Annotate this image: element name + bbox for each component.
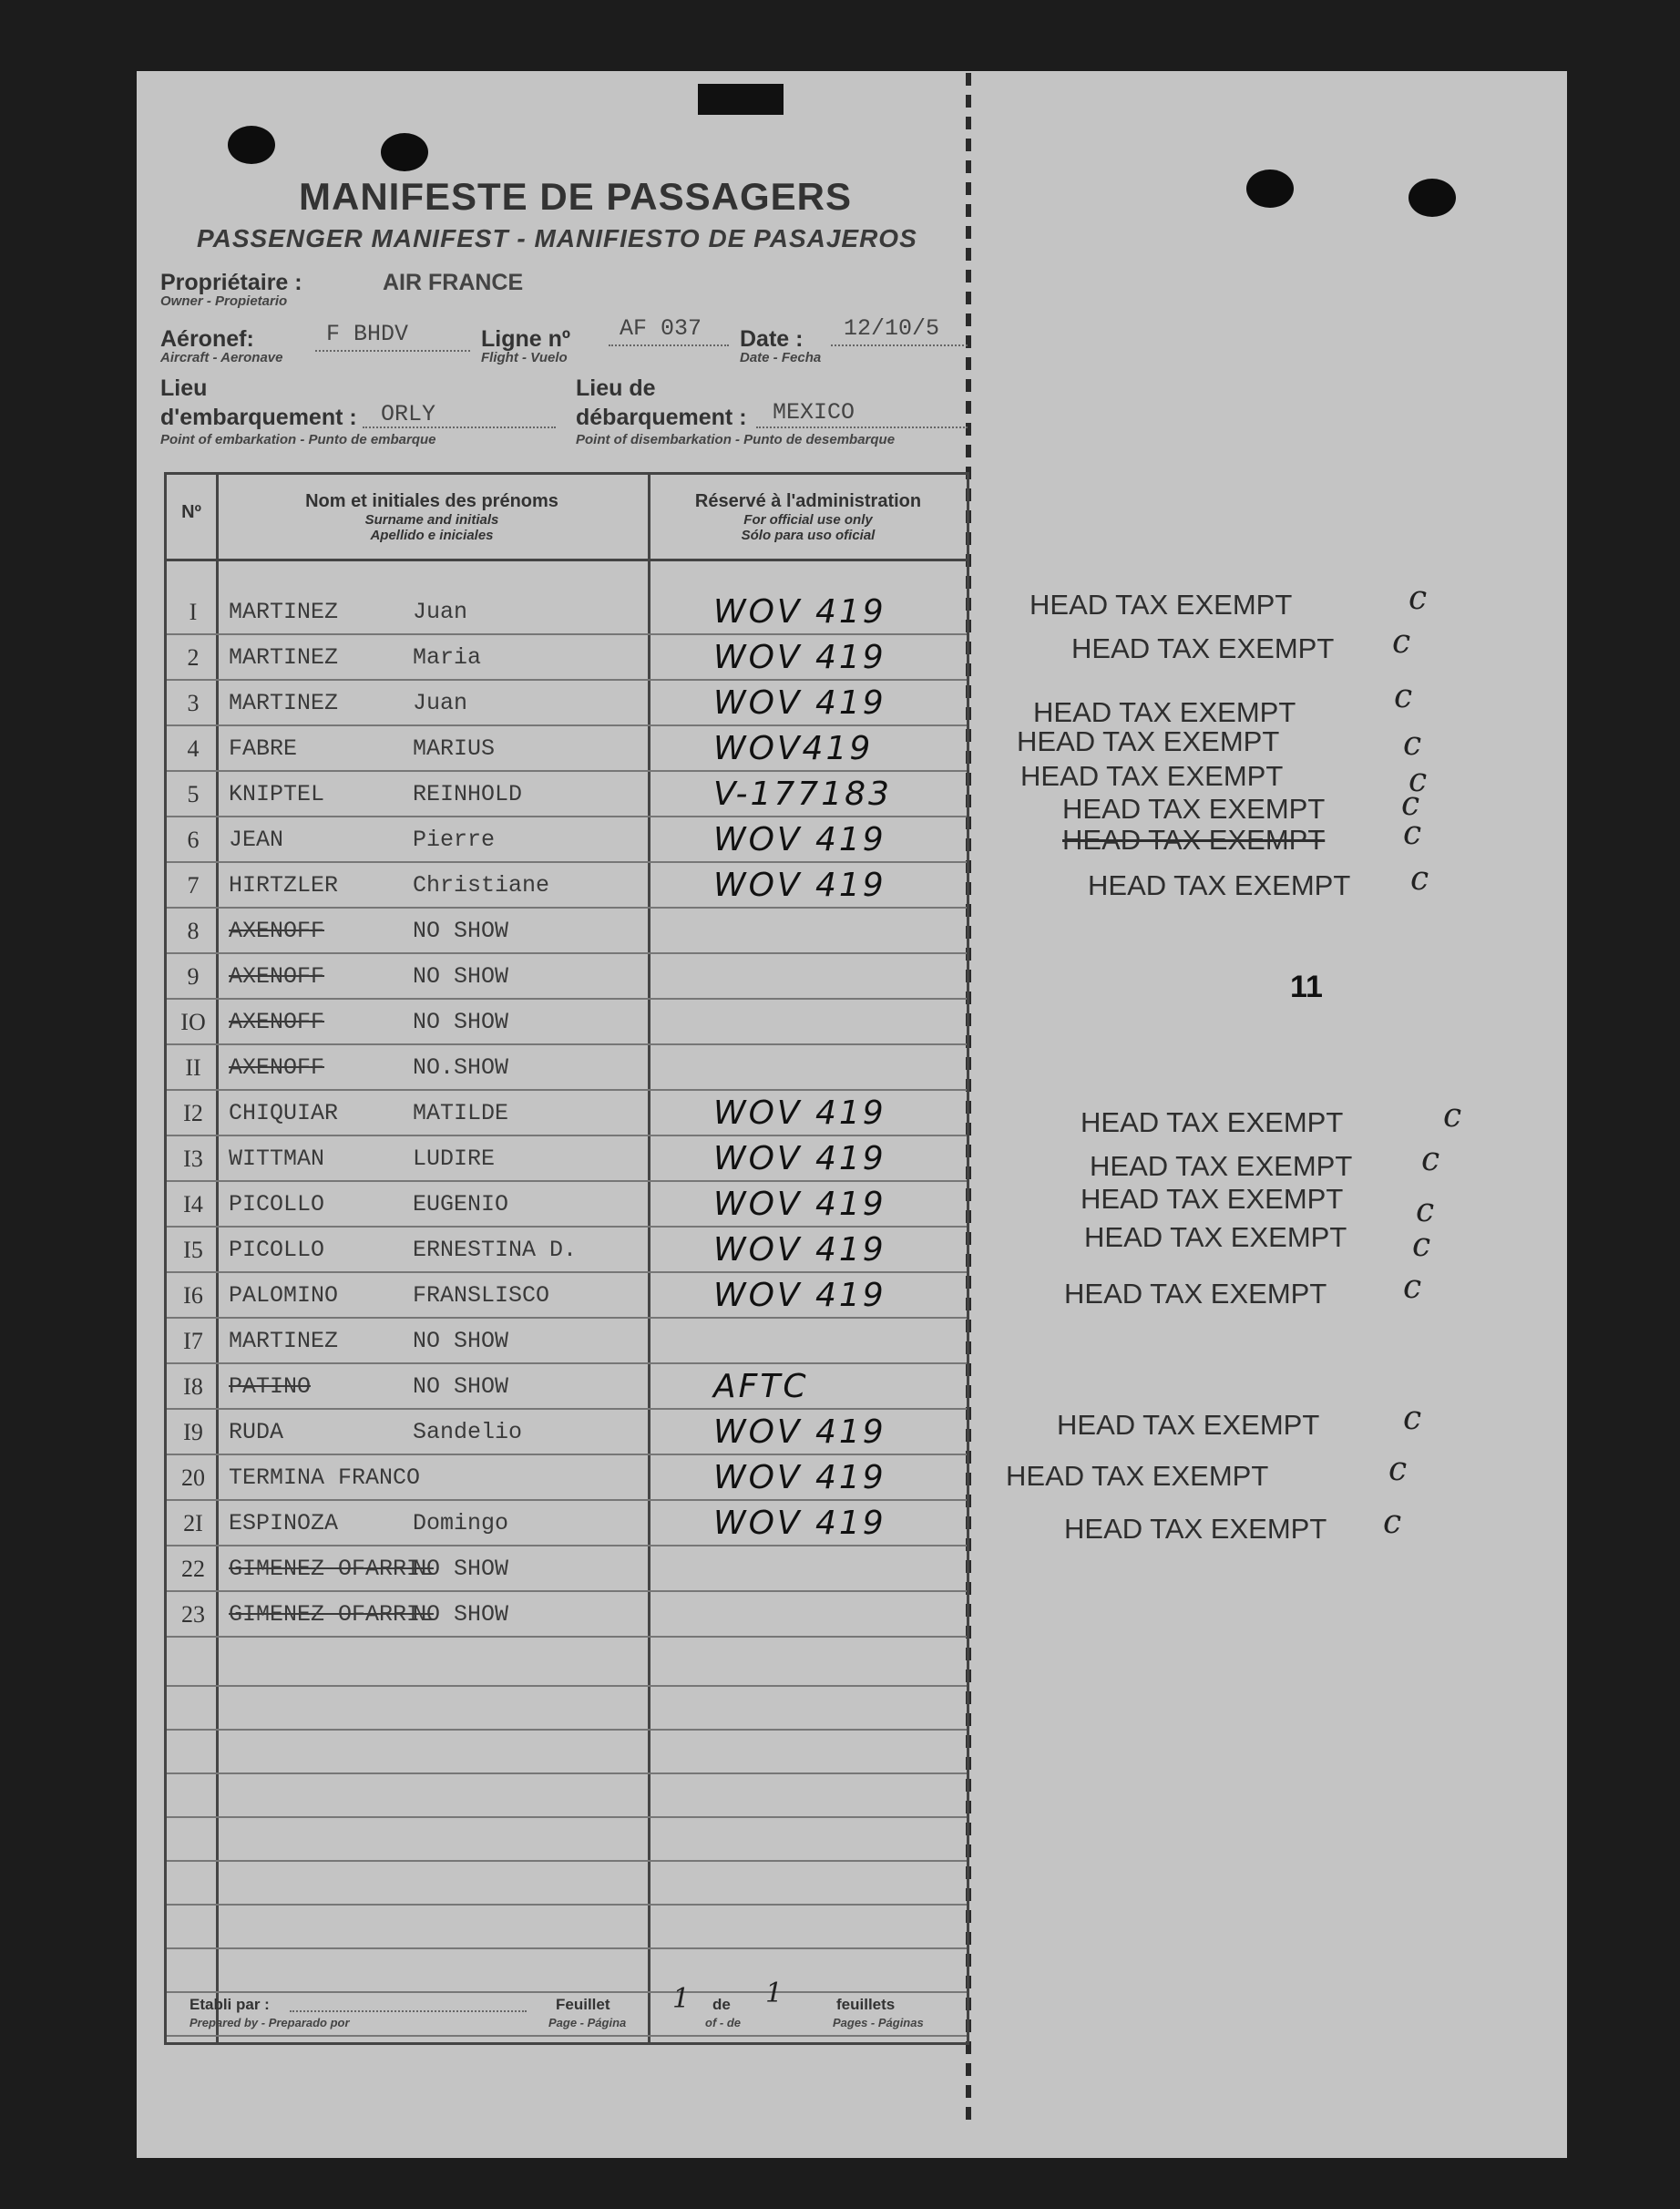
admin-annotation: WOV 419 [713, 1459, 886, 1496]
punch-hole [228, 126, 275, 164]
blank-row-rule [167, 1860, 967, 1862]
passenger-surname: HIRTZLER [229, 872, 339, 899]
row-number: I2 [183, 1100, 203, 1126]
flight-value: AF 037 [620, 315, 702, 342]
passenger-surname: KNIPTEL [229, 781, 325, 807]
of-value: 1 [765, 1978, 784, 2009]
passenger-surname: AXENOFF [229, 918, 325, 944]
of-sub: of - de [705, 2016, 741, 2029]
head-tax-exempt-stamp: HEAD TAX EXEMPT [1084, 1221, 1347, 1253]
col-name-en: Surname and initials [364, 512, 499, 528]
table-row [167, 1320, 967, 1366]
passenger-given-name: Juan [413, 690, 468, 716]
date-value: 12/10/5 [844, 315, 940, 342]
punch-hole [1409, 179, 1456, 217]
head-tax-exempt-stamp: HEAD TAX EXEMPT [1088, 869, 1351, 901]
table-row [167, 1503, 967, 1548]
manifest-title: MANIFESTE DE PASSAGERS [299, 175, 852, 218]
table-row [167, 1548, 967, 1594]
passenger-given-name: NO SHOW [413, 918, 509, 944]
date-sub: Date - Fecha [740, 350, 822, 365]
blank-row-rule [167, 2035, 967, 2037]
table-row [167, 1093, 967, 1138]
head-tax-exempt-stamp: HEAD TAX EXEMPT [1006, 1460, 1269, 1492]
row-number: I9 [183, 1419, 203, 1445]
row-rule [167, 1499, 967, 1501]
row-rule [167, 633, 967, 635]
passenger-given-name: ERNESTINA D. [413, 1237, 578, 1263]
head-tax-exempt-stamp: HEAD TAX EXEMPT [1064, 1278, 1327, 1310]
passenger-surname: AXENOFF [229, 1009, 325, 1035]
passenger-surname: TERMINA FRANCO [229, 1464, 421, 1491]
row-rule [167, 1317, 967, 1319]
row-rule [167, 1043, 967, 1045]
admin-annotation: WOV 419 [713, 684, 886, 722]
row-number: I6 [183, 1282, 203, 1309]
passenger-surname: MARTINEZ [229, 599, 339, 625]
page-number: 11 [1290, 970, 1323, 1004]
passenger-given-name: Juan [413, 599, 468, 625]
admin-annotation: WOV 419 [713, 1277, 886, 1314]
disembark-label-line1: Lieu de [576, 375, 656, 401]
row-number: 9 [187, 963, 200, 990]
handwritten-mark: c [1412, 1227, 1431, 1264]
header-divider [167, 559, 967, 561]
row-number: I [189, 599, 198, 625]
blank-row-rule [167, 1991, 967, 1993]
sheets-sub: Pages - Páginas [833, 2016, 924, 2029]
handwritten-mark: c [1401, 786, 1420, 823]
disembark-label-line2: débarquement : [576, 405, 747, 430]
row-number: I3 [183, 1146, 203, 1172]
sheets-label: feuillets [836, 1996, 896, 2013]
head-tax-exempt-stamp: HEAD TAX EXEMPT [1081, 1106, 1344, 1138]
prepared-underline [290, 2010, 527, 2012]
passenger-surname: GIMENEZ OFARRIL [229, 1601, 435, 1628]
aircraft-value: F BHDV [326, 321, 409, 347]
row-number: II [185, 1054, 201, 1081]
admin-annotation: WOV 419 [713, 1505, 886, 1542]
row-rule [167, 1271, 967, 1273]
col-name-label: Nom et initiales des prénoms [305, 491, 558, 511]
table-row [167, 1184, 967, 1229]
head-tax-exempt-stamp: HEAD TAX EXEMPT [1064, 1513, 1327, 1545]
passenger-given-name: Domingo [413, 1510, 509, 1536]
passenger-surname: GIMENEZ OFARRIL [229, 1556, 435, 1582]
passenger-given-name: NO.SHOW [413, 1054, 509, 1081]
head-tax-exempt-stamp: HEAD TAX EXEMPT [1071, 632, 1335, 664]
col-name-es: Apellido e iniciales [370, 528, 494, 543]
table-row [167, 956, 967, 1002]
admin-annotation: WOV419 [713, 730, 874, 767]
blank-row-rule [167, 1729, 967, 1731]
passenger-surname: PALOMINO [229, 1282, 339, 1309]
admin-annotation: AFTC [713, 1368, 809, 1405]
col-admin-en: For official use only [743, 512, 873, 528]
admin-annotation: WOV 419 [713, 1231, 886, 1269]
flight-underline [609, 344, 729, 346]
row-rule [167, 861, 967, 863]
passenger-surname: PICOLLO [229, 1237, 325, 1263]
table-row [167, 910, 967, 956]
row-rule [167, 724, 967, 726]
admin-annotation: WOV 419 [713, 1413, 886, 1451]
table-row [167, 1366, 967, 1412]
passenger-surname: JEAN [229, 827, 284, 853]
passenger-surname: CHIQUIAR [229, 1100, 339, 1126]
passenger-surname: PATINO [229, 1373, 312, 1400]
aircraft-label: Aéronef: [160, 326, 254, 352]
row-number: 6 [187, 827, 200, 853]
head-tax-exempt-stamp: HEAD TAX EXEMPT [1017, 725, 1280, 757]
handwritten-mark: c [1388, 1451, 1408, 1488]
passenger-given-name: NO SHOW [413, 1556, 509, 1582]
flight-sub: Flight - Vuelo [481, 350, 568, 365]
blank-row-rule [167, 1685, 967, 1687]
blank-row-rule [167, 1947, 967, 1949]
embark-label-line1: Lieu [160, 375, 208, 401]
owner-label: Propriétaire : [160, 270, 302, 295]
table-row [167, 637, 967, 683]
table-row [167, 1002, 967, 1047]
row-number: I5 [183, 1237, 203, 1263]
passenger-surname: WITTMAN [229, 1146, 325, 1172]
passenger-given-name: LUDIRE [413, 1146, 496, 1172]
passenger-given-name: EUGENIO [413, 1191, 509, 1218]
sheet-label: Feuillet [556, 1996, 610, 2013]
passenger-surname: AXENOFF [229, 1054, 325, 1081]
passenger-given-name: MARIUS [413, 735, 496, 762]
owner-sub: Owner - Propietario [160, 293, 288, 309]
row-number: 20 [181, 1464, 205, 1491]
passenger-given-name: FRANSLISCO [413, 1282, 550, 1309]
passenger-given-name: NO SHOW [413, 1009, 509, 1035]
passenger-surname: MARTINEZ [229, 1328, 339, 1354]
disembark-value: MEXICO [773, 399, 855, 426]
row-rule [167, 907, 967, 909]
passenger-surname: ESPINOZA [229, 1510, 339, 1536]
admin-annotation: WOV 419 [713, 1094, 886, 1132]
table-row [167, 591, 967, 637]
row-number: 4 [187, 735, 200, 762]
date-underline [831, 344, 968, 346]
table-row [167, 1047, 967, 1093]
row-rule [167, 679, 967, 681]
handwritten-mark: c [1409, 580, 1428, 617]
aircraft-underline [315, 350, 470, 352]
col-admin-es: Sólo para uso oficial [741, 528, 876, 543]
row-number: 22 [181, 1556, 205, 1582]
row-number: IO [180, 1009, 206, 1035]
row-rule [167, 1135, 967, 1136]
table-row [167, 774, 967, 819]
handwritten-mark: c [1410, 860, 1429, 898]
owner-value: AIR FRANCE [383, 270, 524, 295]
passenger-surname: MARTINEZ [229, 644, 339, 671]
passenger-given-name: Maria [413, 644, 482, 671]
row-rule [167, 952, 967, 954]
disembark-sub: Point of disembarkation - Punto de desembarque [576, 432, 896, 447]
blank-row-rule [167, 1772, 967, 1774]
passenger-surname: RUDA [229, 1419, 284, 1445]
punch-hole [1246, 170, 1294, 208]
row-rule [167, 1454, 967, 1455]
row-rule [167, 1590, 967, 1592]
table-row [167, 1457, 967, 1503]
sheet-sub: Page - Página [548, 2016, 627, 2029]
table-row [167, 728, 967, 774]
table-row [167, 1138, 967, 1184]
row-number: I8 [183, 1373, 203, 1400]
admin-annotation: WOV 419 [713, 867, 886, 904]
row-number: 2I [183, 1510, 203, 1536]
head-tax-exempt-stamp: HEAD TAX EXEMPT [1033, 696, 1296, 728]
binder-tab [698, 84, 784, 115]
embark-underline [363, 426, 556, 428]
embark-label-line2: d'embarquement : [160, 405, 357, 430]
prepared-label: Etabli par : [190, 1996, 270, 2013]
handwritten-mark: c [1394, 678, 1413, 715]
passenger-surname: MARTINEZ [229, 690, 339, 716]
row-number: I7 [183, 1328, 203, 1354]
passenger-given-name: NO SHOW [413, 963, 509, 990]
passenger-surname: PICOLLO [229, 1191, 325, 1218]
row-rule [167, 1226, 967, 1228]
handwritten-mark: c [1392, 623, 1411, 661]
row-rule [167, 816, 967, 817]
table-row [167, 1229, 967, 1275]
row-number: 7 [187, 872, 200, 899]
head-tax-exempt-stamp: HEAD TAX EXEMPT [1062, 793, 1326, 825]
row-rule [167, 1180, 967, 1182]
col-admin-label: Réservé à l'administration [694, 491, 922, 511]
handwritten-mark: c [1403, 725, 1422, 763]
col-name-header [218, 491, 646, 543]
disembark-underline [756, 426, 968, 428]
table-row [167, 865, 967, 910]
date-label: Date : [740, 326, 804, 352]
row-rule [167, 1408, 967, 1410]
handwritten-mark: c [1416, 1192, 1435, 1229]
head-tax-exempt-stamp: HEAD TAX EXEMPT [1030, 589, 1293, 621]
admin-annotation: WOV 419 [713, 593, 886, 631]
passenger-given-name: NO SHOW [413, 1373, 509, 1400]
embark-value: ORLY [381, 401, 436, 427]
admin-annotation: WOV 419 [713, 639, 886, 676]
row-number: 8 [187, 918, 200, 944]
table-row [167, 1412, 967, 1457]
handwritten-mark: c [1403, 1400, 1422, 1437]
admin-annotation: V-177183 [713, 776, 892, 813]
col-no-label: Nº [181, 502, 201, 522]
row-number: 3 [187, 690, 200, 716]
passenger-given-name: NO SHOW [413, 1601, 509, 1628]
table-row [167, 683, 967, 728]
admin-annotation: WOV 419 [713, 821, 886, 858]
row-rule [167, 1636, 967, 1638]
passenger-given-name: Christiane [413, 872, 550, 899]
admin-annotation: WOV 419 [713, 1140, 886, 1177]
sheet-value: 1 [672, 1983, 691, 2015]
prepared-sub: Prepared by - Preparado por [190, 2016, 350, 2029]
table-row [167, 1275, 967, 1320]
row-number: I4 [183, 1191, 203, 1218]
row-number: 5 [187, 781, 200, 807]
head-tax-exempt-stamp: HEAD TAX EXEMPT [1081, 1183, 1344, 1215]
head-tax-exempt-stamp: HEAD TAX EXEMPT [1062, 824, 1326, 856]
passenger-given-name: NO SHOW [413, 1328, 509, 1354]
row-rule [167, 998, 967, 1000]
punch-hole [381, 133, 428, 171]
blank-row-rule [167, 1904, 967, 1906]
passenger-given-name: Pierre [413, 827, 496, 853]
head-tax-exempt-stamp: HEAD TAX EXEMPT [1020, 760, 1284, 792]
head-tax-exempt-stamp: HEAD TAX EXEMPT [1057, 1409, 1320, 1441]
passenger-surname: AXENOFF [229, 963, 325, 990]
passenger-given-name: Sandelio [413, 1419, 523, 1445]
row-rule [167, 1545, 967, 1546]
row-rule [167, 1362, 967, 1364]
col-no-header [167, 502, 216, 523]
handwritten-mark: c [1421, 1141, 1440, 1178]
admin-annotation: WOV 419 [713, 1186, 886, 1223]
embark-sub: Point of embarkation - Punto de embarque [160, 432, 436, 447]
handwritten-mark: c [1403, 1269, 1422, 1306]
manifest-subtitle: PASSENGER MANIFEST - MANIFIESTO DE PASAJEROS [197, 224, 917, 252]
passenger-given-name: MATILDE [413, 1100, 509, 1126]
passenger-table [164, 472, 969, 2045]
table-row [167, 1594, 967, 1639]
row-rule [167, 770, 967, 772]
passenger-given-name: REINHOLD [413, 781, 523, 807]
row-number: 2 [187, 644, 200, 671]
row-rule [167, 1089, 967, 1091]
handwritten-mark: c [1403, 815, 1422, 852]
col-admin-header [651, 491, 965, 543]
handwritten-mark: c [1383, 1504, 1402, 1541]
table-row [167, 819, 967, 865]
passenger-surname: FABRE [229, 735, 298, 762]
head-tax-exempt-stamp: HEAD TAX EXEMPT [1090, 1150, 1353, 1182]
handwritten-mark: c [1443, 1097, 1462, 1135]
row-number: 23 [181, 1601, 205, 1628]
flight-label: Ligne nº [481, 326, 571, 352]
of-label: de [712, 1996, 731, 2013]
aircraft-sub: Aircraft - Aeronave [160, 350, 283, 365]
blank-row-rule [167, 1816, 967, 1818]
handwritten-mark: c [1409, 762, 1428, 799]
